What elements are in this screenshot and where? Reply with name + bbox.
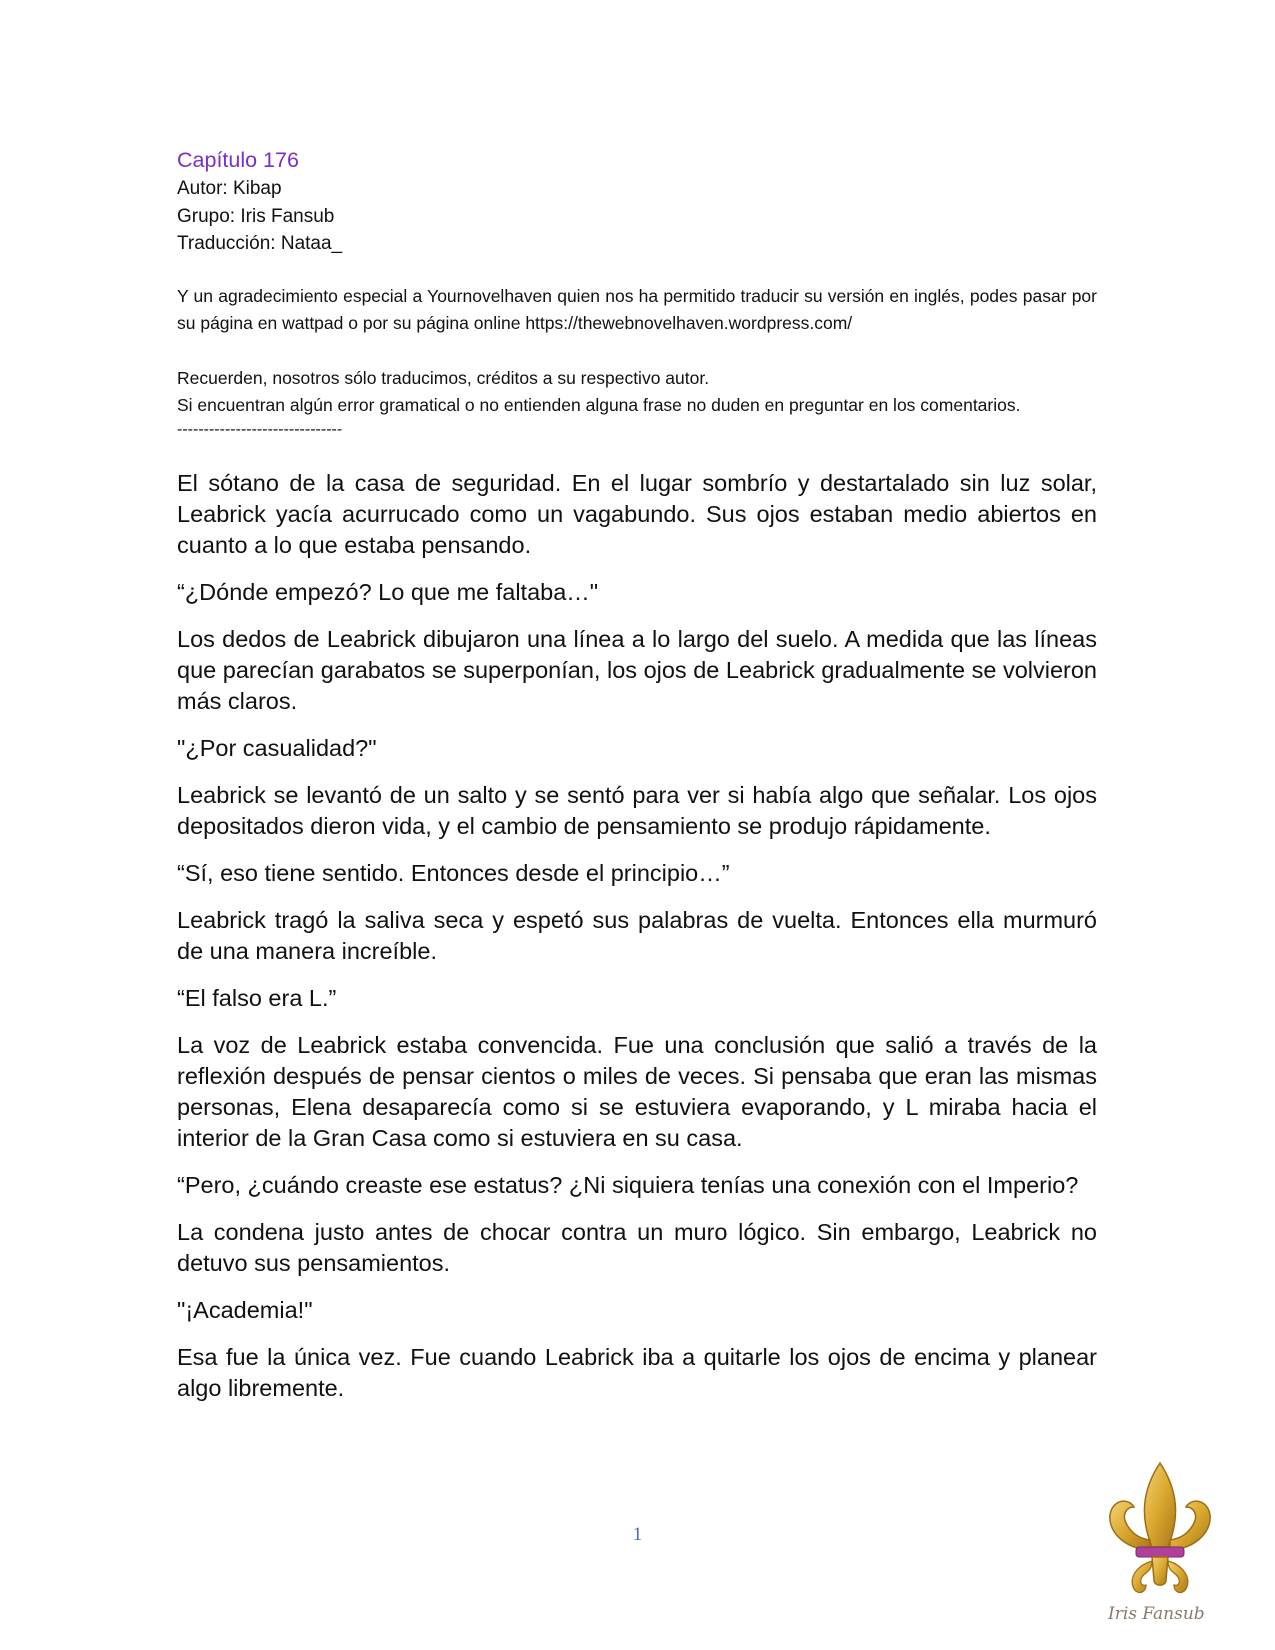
group-line: Grupo: Iris Fansub	[177, 205, 335, 227]
paragraph: Leabrick se levantó de un salto y se sentó para ver si había algo que señalar. Los ojos depositados dieron vida, y el cambio de pensamiento se produjo rápidamente.	[177, 781, 1097, 839]
paragraph: Leabrick tragó la saliva seca y espetó sus palabras de vuelta. Entonces ella murmuró de una manera increíble.	[177, 906, 1097, 964]
page-number: 1	[632, 1524, 643, 1545]
paragraph: “Pero, ¿cuándo creaste ese estatus? ¿Ni siquiera tenías una conexión con el Imperio?	[177, 1171, 1079, 1198]
paragraph: "¡Academia!"	[177, 1296, 313, 1323]
paragraph: “El falso era L.”	[177, 984, 337, 1011]
logo-caption: Iris Fansub	[1108, 1604, 1205, 1624]
error-note: Si encuentran algún error gramatical o no entienden alguna frase no duden en preguntar en los comentarios.	[177, 395, 1021, 415]
chapter-title: Capítulo 176	[177, 148, 299, 172]
paragraph: “Sí, eso tiene sentido. Entonces desde el principio…”	[177, 859, 730, 886]
document-page	[177, 145, 1097, 1420]
paragraph: La condena justo antes de chocar contra un muro lógico. Sin embargo, Leabrick no detuvo sus pensamientos.	[177, 1218, 1097, 1276]
author-line: Autor: Kibap	[177, 178, 282, 199]
thanks-note: Y un agradecimiento especial a Yournovelhaven quien nos ha permitido traducir su versión en inglés, podes pasar por su página en wattpad o por su página online https://thewebnovelhaven.wordpress.com/	[177, 285, 1097, 333]
separator-line: -------------------------------	[177, 420, 343, 438]
reminder-note: Recuerden, nosotros sólo traducimos, créditos a su respectivo autor.	[177, 367, 710, 388]
paragraph: La voz de Leabrick estaba convencida. Fue una conclusión que salió a través de la reflexión después de pensar cientos o miles de veces. Si pensaba que eran las mismas personas, Elena desaparecía como si se estuviera evaporando, y L miraba hacia el interior de la Gran Casa como si estuviera en su casa.	[177, 1031, 1097, 1151]
paragraph: Esa fue la única vez. Fue cuando Leabrick iba a quitarle los ojos de encima y planear algo libremente.	[177, 1343, 1097, 1401]
chapter-body	[177, 468, 1097, 1404]
translation-line: Traducción: Nataa_	[177, 233, 343, 254]
paragraph: Los dedos de Leabrick dibujaron una línea a lo largo del suelo. A medida que las líneas que parecían garabatos se superponían, los ojos de Leabrick gradualmente se volvieron más claros.	[177, 625, 1097, 714]
paragraph: “¿Dónde empezó? Lo que me faltaba…"	[177, 578, 599, 605]
paragraph: El sótano de la casa de seguridad. En el lugar sombrío y destartalado sin luz solar, Leabrick yacía acurrucado como un vagabundo. Sus ojos estaban medio abiertos en cuanto a lo que estaba pensando.	[177, 469, 1097, 558]
paragraph: "¿Por casualidad?"	[177, 734, 377, 761]
